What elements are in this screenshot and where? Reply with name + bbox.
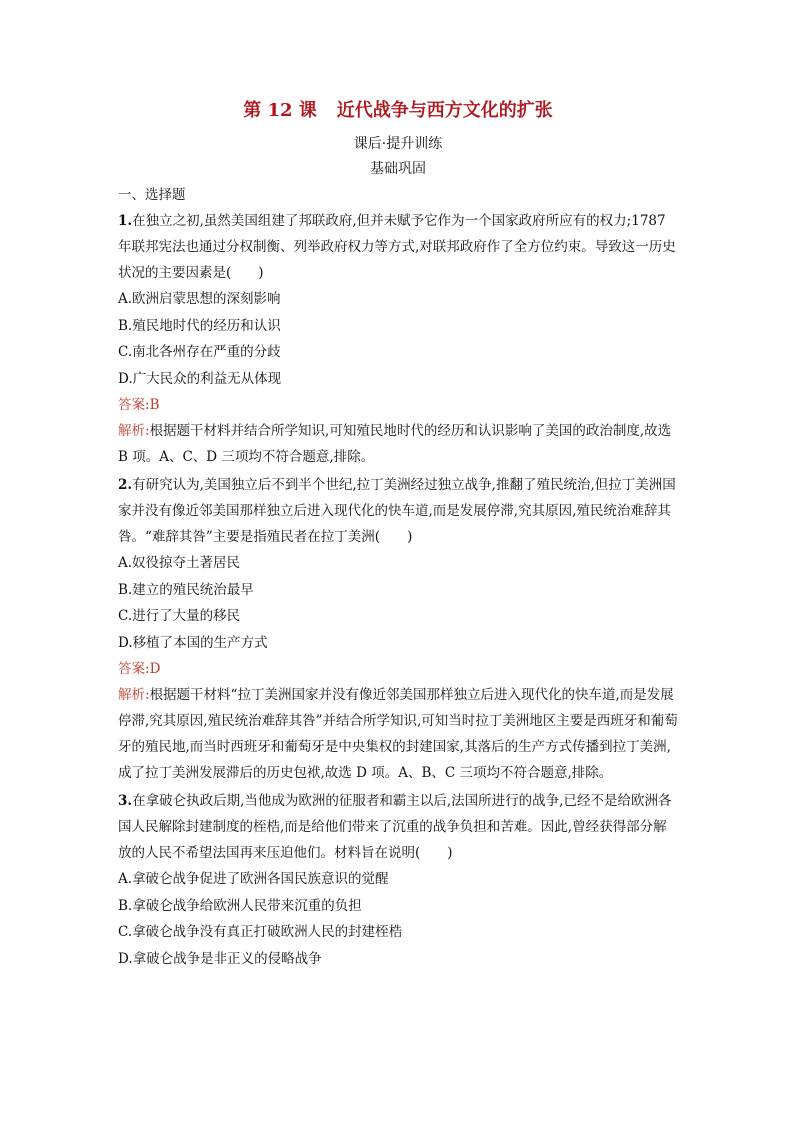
question-number: 3. <box>118 793 133 809</box>
question-1-answer: 答案:B <box>118 397 160 413</box>
question-2-answer: 答案:D <box>118 661 161 677</box>
question-2-stem: 2.有研究认为,美国独立后不到半个世纪,拉丁美洲经过独立战争,推翻了殖民统治,但拉丁美洲国家并没有像近邻美国那样独立后进入现代化的快车道,而是发展停滞,究其原因,殖民统治难辞其咎。“难辞其咎”主要是指殖民者在拉丁美洲( ) <box>118 477 676 545</box>
question-2-analysis: 解析:根据题干材料“拉丁美洲国家并没有像近邻美国那样独立后进入现代化的快车道,而是发展停滞,究其原因,殖民统治难辞其咎”并结合所学知识,可知当时拉丁美洲地区主要是西班牙和葡萄牙的殖民地,而当时西班牙和葡萄牙是中央集权的封建国家,其落后的生产方式传播到拉丁美洲,成了拉丁美洲发展滞后的历史包袱,故选 D 项。A、B、C 三项均不符合题意,排除。 <box>118 687 678 781</box>
question-3-option-d: D.拿破仑战争是非正义的侵略战争 <box>118 950 322 967</box>
question-3-option-b: B.拿破仑战争给欧洲人民带来沉重的负担 <box>118 897 362 914</box>
question-1-analysis: 解析:根据题干材料并结合所学知识,可知殖民地时代的经历和认识影响了美国的政治制度,故选 B 项。A、C、D 三项均不符合题意,排除。 <box>118 423 672 465</box>
question-2-option-d: D.移植了本国的生产方式 <box>118 634 268 651</box>
question-2-option-b: B.建立的殖民统治最早 <box>118 581 254 598</box>
subtitle: 课后·提升训练 <box>353 136 443 152</box>
lesson-title: 近代战争与西方文化的扩张 <box>336 100 553 121</box>
question-2-option-c: C.进行了大量的移民 <box>118 608 241 624</box>
question-3-stem: 3.在拿破仑执政后期,当他成为欧洲的征服者和霸主以后,法国所进行的战争,已经不是给欧洲各国人民解除封建制度的桎梏,而是给他们带来了沉重的战争负担和苦难。因此,曾经获得部分解放的人民不希望法国再来压迫他们。材料旨在说明( ) <box>118 793 672 861</box>
page-title <box>118 96 678 122</box>
lesson-number: 第 12 课 <box>243 100 317 121</box>
question-1-option-d: D.广大民众的利益无从体现 <box>118 370 282 387</box>
question-2-option-a: A.奴役掠夺土著居民 <box>118 555 241 571</box>
section-label: 基础巩固 <box>370 161 426 177</box>
question-1-option-a: A.欧洲启蒙思想的深刻影响 <box>118 291 281 307</box>
document-content <box>118 96 678 972</box>
question-3-option-c: C.拿破仑战争没有真正打破欧洲人民的封建桎梏 <box>118 924 403 940</box>
question-1-option-b: B.殖民地时代的经历和认识 <box>118 317 281 334</box>
question-1-stem: 1.在独立之初,虽然美国组建了邦联政府,但并未赋予它作为一个国家政府所应有的权力;1787 年联邦宪法也通过分权制衡、列举政府权力等方式,对联邦政府作了全方位约束。导致这一历史状况的主要因素是( ) <box>118 213 676 281</box>
question-3-option-a: A.拿破仑战争促进了欧洲各国民族意识的觉醒 <box>118 871 389 887</box>
question-number: 1. <box>118 213 133 229</box>
question-number: 2. <box>118 477 133 493</box>
question-1-option-c: C.南北各州存在严重的分歧 <box>118 344 281 360</box>
section-heading: 一、选择题 <box>118 187 186 203</box>
